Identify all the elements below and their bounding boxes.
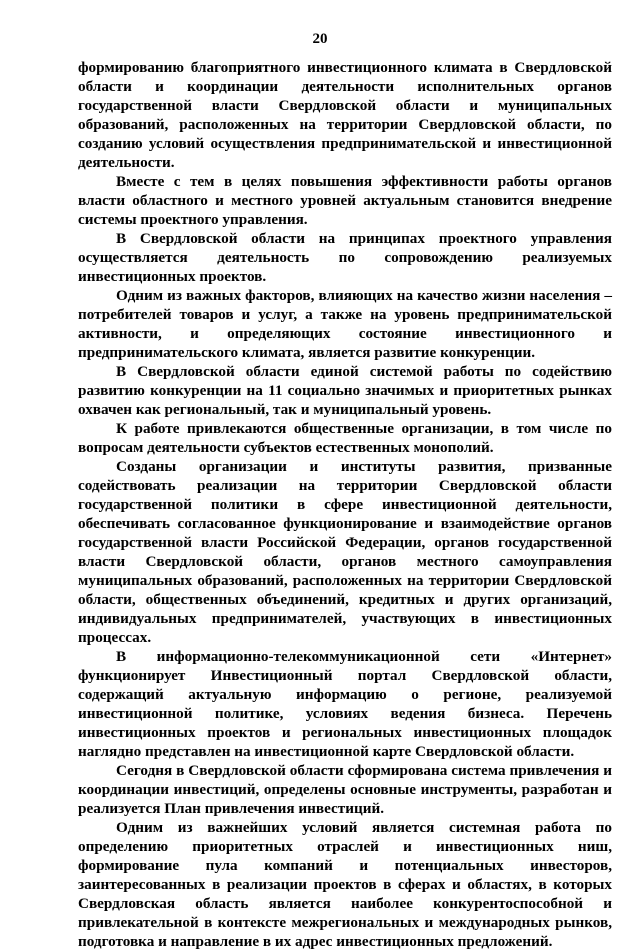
paragraph-project-support: В Свердловской области на принципах проектного управления осуществляется деятельность по сопровождению реализуемых инвестиционных проектов. — [78, 230, 612, 285]
page-number: 20 — [312, 31, 328, 47]
paragraph-competition-factors: Одним из важных факторов, влияющих на качество жизни населения – потребителей товаров и услуг, а также на уровень предпринимательской активности, и определяющих состояние инвестиционного и предпринимательского климата, является развитие конкуренции. — [78, 287, 612, 361]
paragraph-priority-industries: Одним из важнейших условий является системная работа по определению приоритетных отраслей и инвестиционных ниш, формирование пула компаний и потенциальных инвесторов, заинтересованных в реализации проектов в сферах и областях, в которых Свердловская область является наиболее конкурентоспособной и привлекательной в контексте межрегиональных и международных рынков, подготовка и направление в их адрес инвестиционных предложений. — [78, 819, 612, 950]
paragraph-investment-portal: В информационно-телекоммуникационной сети «Интернет» функционирует Инвестиционный портал Свердловской области, содержащий актуальную информацию о регионе, реализуемой инвестиционной политике, условиях ведения бизнеса. Перечень инвестиционных проектов и региональных инвестиционных площадок наглядно представлен на инвестиционной карте Свердловской области. — [78, 648, 612, 760]
paragraph-competition-system: В Свердловской области единой системой работы по содействию развитию конкуренции на 11 социально значимых и приоритетных рынках охвачен как региональный, так и муниципальный уровень. — [78, 363, 612, 418]
paragraph-investment-plan: Сегодня в Свердловской области сформирована система привлечения и координации инвестиций, определены основные инструменты, разработан и реализуется План привлечения инвестиций. — [78, 762, 612, 817]
document-body — [78, 58, 612, 951]
paragraph-development-institutions: Созданы организации и институты развития, призванные содействовать реализации на территории Свердловской области государственной политики в сфере инвестиционной деятельности, обеспечивать согласованное функционирование и взаимодействие органов государственной власти Российской Федерации, органов государственной власти Свердловской области, органов местного самоуправления муниципальных образований, расположенных на территории Свердловской области, общественных объединений, кредитных и других организаций, индивидуальных предпринимателей, участвующих в инвестиционных процессах. — [78, 458, 612, 646]
paragraph-public-organizations: К работе привлекаются общественные организации, в том числе по вопросам деятельности субъектов естественных монополий. — [78, 420, 612, 456]
paragraph-project-management: Вместе с тем в целях повышения эффективности работы органов власти областного и местного уровней актуальным становится внедрение системы проектного управления. — [78, 173, 612, 228]
paragraph-continued: формированию благоприятного инвестиционного климата в Свердловской области и координации деятельности исполнительных органов государственной власти Свердловской области и муниципальных образований, расположенных на территории Свердловской области, по созданию условий осуществления предпринимательской и инвестиционной деятельности. — [78, 59, 612, 171]
